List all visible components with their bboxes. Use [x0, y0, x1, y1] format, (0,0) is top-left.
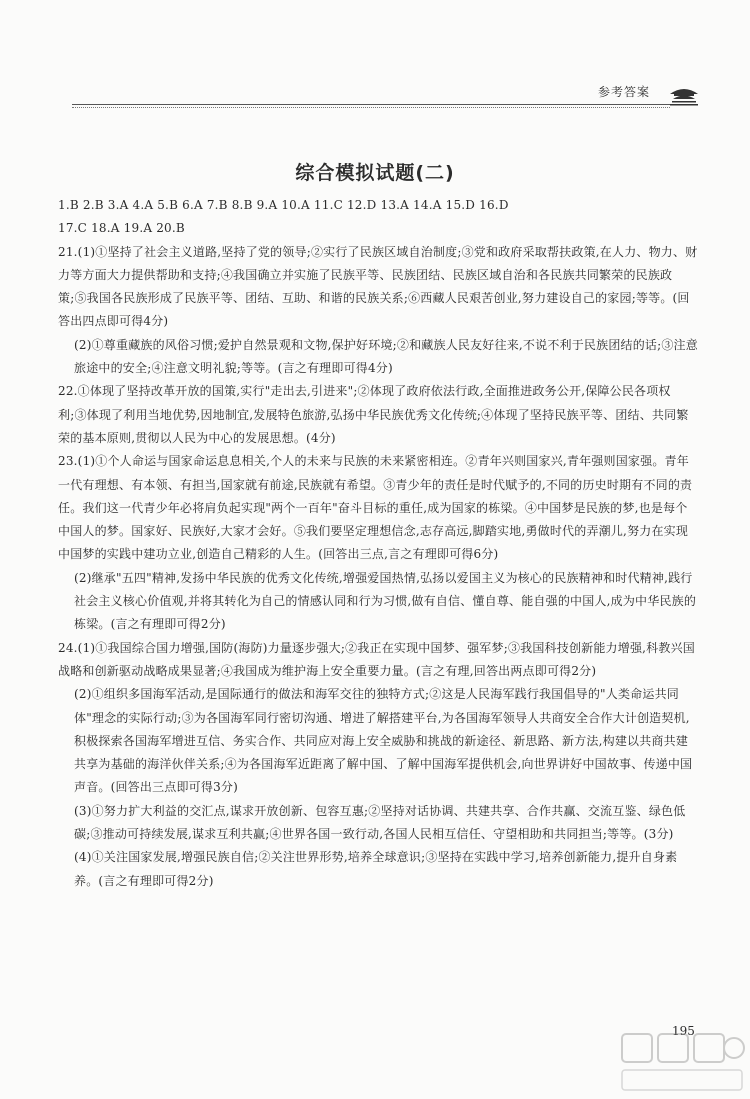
pagoda-logo-icon [668, 80, 700, 106]
watermark-logo-icon [618, 1030, 746, 1096]
q23-part2: (2)继承"五四"精神,发扬中华民族的优秀文化传统,增强爱国热情,弘扬以爱国主义为核心的民族精神和时代精神,践行社会主义核心价值观,并将其转化为自己的情感认同和行为习惯,做有自信、懂自尊、能自强的中国人,成为中华民族的栋梁。(言之有理即可得2分) [74, 570, 697, 632]
q22-part1: 22.①体现了坚持改革开放的国策,实行"走出去,引进来";②体现了政府依法行政,全面推进政务公开,保障公民各项权利;③体现了利用当地优势,因地制宜,发展特色旅游,弘扬中华民族优秀文化传统;④体现了坚持民族平等、团结、共同繁荣的基本原则,贯彻以人民为中心的发展思想。(4分) [58, 384, 689, 445]
q24-part4: (4)①关注国家发展,增强民族自信;②关注世界形势,培养全球意识;③坚持在实践中学习,培养创新能力,提升自身素养。(言之有理即可得2分) [74, 850, 678, 888]
header-rule [72, 104, 670, 105]
header-label: 参考答案 [598, 85, 651, 99]
mc-answers-line-1: 1.B 2.B 3.A 4.A 5.B 6.A 7.B 8.B 9.A 10.A 11.C 12.D 13.A 14.A 15.D 16.D [58, 198, 509, 212]
mc-answers-line-2: 17.C 18.A 19.A 20.B [58, 221, 185, 236]
page-number: 195 [672, 1024, 695, 1038]
answer-content [58, 194, 698, 893]
q24-part3: (3)①努力扩大利益的交汇点,谋求开放创新、包容互惠;②坚持对话协调、共建共享、合作共赢、交流互鉴、绿色低碳;③推动可持续发展,谋求互利共赢;④世界各国一致行动,各国人民相互信任、守望相助和共同担当;等等。(3分) [74, 803, 686, 842]
q21-part2: (2)①尊重藏族的风俗习惯;爱护自然景观和文物,保护好环境;②和藏族人民友好往来,不说不利于民族团结的话;③注意旅途中的安全;④注意文明礼貌;等等。(言之有理即可得4分) [74, 337, 698, 376]
header-rule-dotted [72, 107, 670, 108]
q24-part2: (2)①组织多国海军活动,是国际通行的做法和海军交往的独特方式;②这是人民海军践行我国倡导的"人类命运共同体"理念的实际行动;③为各国海军同行密切沟通、增进了解搭建平台,为各国海军领导人共商安全合作大计创造契机,积极探索各国海军增进互信、务实合作、共同应对海上安全威胁和挑战的新途径、新思路、新方法,构建以共商共建共享为基础的海洋伙伴关系;④为各国海军近距离了解中国、了解中国海军提供机会,向世界讲好中国故事、传递中国声音。(回答出三点即可得3分) [74, 687, 693, 795]
q21-part1: 21.(1)①坚持了社会主义道路,坚持了党的领导;②实行了民族区域自治制度;③党和政府采取帮扶政策,在人力、物力、财力等方面大力提供帮助和支持;④我国确立并实施了民族平等、民族团结、民族区域自治和各民族共同繁荣的民族政策;⑤我国各民族形成了民族平等、团结、互助、和谐的民族关系;⑥西藏人民艰苦创业,努力建设自己的家园;等等。(回答出四点即可得4分) [58, 244, 698, 329]
q23-part1: 23.(1)①个人命运与国家命运息息相关,个人的未来与民族的未来紧密相连。②青年兴则国家兴,青年强则国家强。青年一代有理想、有本领、有担当,国家就有前途,民族就有希望。③青少年的责任是时代赋予的,不同的历史时期有不同的责任。我们这一代青少年必将肩负起实现"两个一百年"奋斗目标的重任,成为国家的栋梁。④中国梦是民族的梦,也是每个中国人的梦。国家好、民族好,大家才会好。⑤我们要坚定理想信念,志存高远,脚踏实地,勇做时代的弄潮儿,努力在实现中国梦的实践中建功立业,创造自己精彩的人生。(回答出三点,言之有理即可得6分) [58, 454, 693, 562]
q24-part1: 24.(1)①我国综合国力增强,国防(海防)力量逐步强大;②我正在实现中国梦、强军梦;③我国科技创新能力增强,科教兴国战略和创新驱动战略成果显著;④我国成为维护海上安全重要力量。(言之有理,回答出两点即可得2分) [58, 640, 695, 678]
page-title: 综合模拟试题(二) [295, 162, 455, 184]
